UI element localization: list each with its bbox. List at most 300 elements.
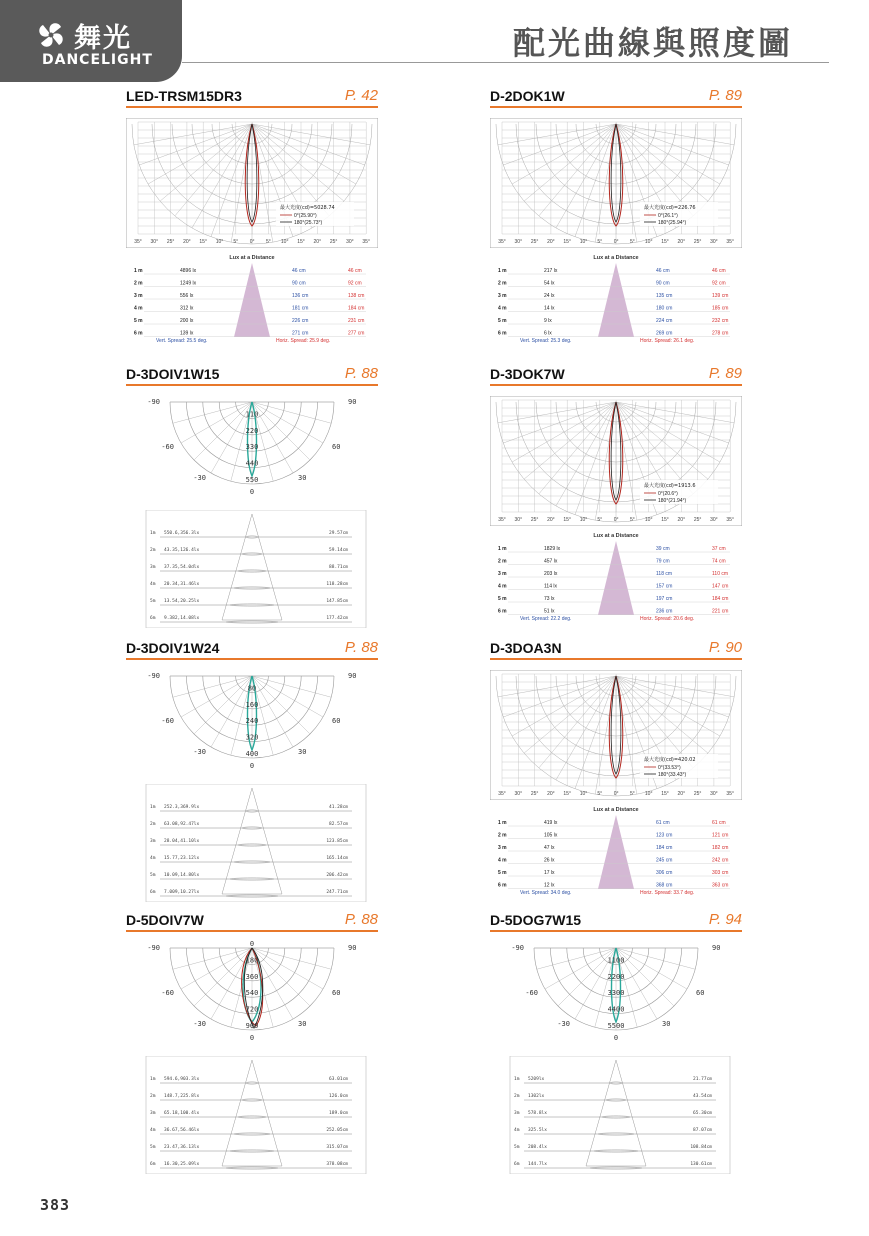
axis-tick-label: 5° <box>597 239 603 245</box>
row-distance: 5 m <box>498 870 507 876</box>
row-lux: 148.7,225.8lx <box>164 1094 200 1099</box>
row-distance: 1m <box>514 1077 520 1082</box>
axis-tick-label: 15° <box>563 239 571 245</box>
chart-legend <box>640 480 718 504</box>
axis-tick-label: 35° <box>498 239 506 245</box>
row-lux: 13.54,20.25lx <box>164 599 200 604</box>
row-diameter: 118.28cm <box>326 582 348 587</box>
lux-distance-table <box>490 253 742 343</box>
row-diameter-horiz: 303 cm <box>712 870 729 876</box>
axis-tick-label: 10° <box>215 239 224 245</box>
lux-title: Lux at a Distance <box>593 533 639 539</box>
radial-value-label: 360 <box>245 972 259 981</box>
angle-label: 0 <box>249 940 255 948</box>
row-diameter-vert: 306 cm <box>656 870 673 876</box>
row-distance: 1m <box>150 805 156 810</box>
angle-label: -30 <box>193 474 206 482</box>
radial-value-label: 320 <box>245 733 259 742</box>
illuminance-table <box>126 1056 378 1174</box>
row-distance: 4m <box>150 856 156 861</box>
angle-label: 0 <box>249 1034 255 1042</box>
vert-spread: Vert. Spread: 34.0 deg. <box>520 890 572 895</box>
row-diameter: 108.84cm <box>690 1145 712 1150</box>
model-name: LED-TRSM15DR3 <box>126 88 242 104</box>
row-distance: 2 m <box>134 280 143 287</box>
row-diameter-vert: 79 cm <box>656 558 670 565</box>
angle-label: -60 <box>161 989 174 997</box>
axis-tick-label: 5° <box>630 239 635 245</box>
fixture-panel <box>490 911 742 1167</box>
row-diameter: 126.0cm <box>329 1094 348 1099</box>
illuminance-table <box>126 510 378 628</box>
page-title: 配光曲線與照度圖 <box>512 24 793 62</box>
row-diameter-horiz: 138 cm <box>348 293 365 299</box>
model-name: D-3DOIV1W24 <box>126 640 220 656</box>
row-diameter-horiz: 278 cm <box>712 330 729 337</box>
row-distance: 4 m <box>498 583 507 590</box>
angle-label: 60 <box>332 989 341 997</box>
axis-tick-label: 10° <box>280 239 289 245</box>
model-name: D-3DOA3N <box>490 640 562 656</box>
row-diameter-vert: 46 cm <box>292 268 306 274</box>
row-diameter: 59.14cm <box>329 548 348 553</box>
lux-distance-table <box>490 805 742 895</box>
axis-tick-label: 0° <box>613 517 619 523</box>
vert-spread: Vert. Spread: 22.2 deg. <box>520 616 572 621</box>
chart-legend <box>640 202 718 226</box>
row-lux: 139 lx <box>180 330 194 337</box>
row-lux: 26 lx <box>544 857 555 864</box>
model-name: D-3DOIV1W15 <box>126 366 220 382</box>
model-name: D-3DOK7W <box>490 366 565 382</box>
axis-tick-label: 20° <box>677 517 686 523</box>
row-lux: 15.77,23.12lx <box>164 856 200 861</box>
axis-tick-label: 0° <box>613 239 619 245</box>
angle-label: -30 <box>193 748 206 756</box>
angle-label: 90 <box>348 944 357 952</box>
axis-tick-label: 20° <box>183 239 191 245</box>
row-lux: 9.382,14.08lx <box>164 616 200 621</box>
axis-tick-label: 15° <box>297 239 305 245</box>
polar-candela-chart <box>490 938 742 1050</box>
row-lux: 200 lx <box>180 318 194 324</box>
row-lux: 36.67,56.46lx <box>164 1128 200 1133</box>
row-distance: 4m <box>150 1128 156 1133</box>
row-distance: 6 m <box>498 882 507 889</box>
axis-tick-label: 30° <box>514 791 523 797</box>
panel-header <box>490 640 742 660</box>
angle-label: 90 <box>348 398 357 406</box>
model-name: D-5DOIV7W <box>126 912 204 928</box>
axis-tick-label: 25° <box>693 517 702 523</box>
row-lux: 43.35,126.4lx <box>164 548 200 553</box>
angle-label: 60 <box>332 717 341 725</box>
row-diameter: 65.30cm <box>693 1111 712 1116</box>
axis-tick-label: 10° <box>644 239 653 245</box>
row-diameter-vert: 226 cm <box>292 318 309 324</box>
row-lux: 252.3,369.9lx <box>164 805 200 810</box>
angle-label: 30 <box>298 474 307 482</box>
svg-text:180°(25.94°): 180°(25.94°) <box>658 220 687 226</box>
row-diameter: 43.54cm <box>693 1094 712 1099</box>
row-lux: 20.34,31.46lx <box>164 582 200 587</box>
axis-tick-label: 15° <box>661 791 669 797</box>
axis-tick-label: 5° <box>233 239 239 245</box>
radial-value-label: 160 <box>245 700 259 709</box>
row-diameter-vert: 224 cm <box>656 318 673 324</box>
axis-tick-label: 25° <box>166 239 175 245</box>
page-reference: P. 89 <box>708 365 742 382</box>
row-lux: 105 lx <box>544 832 558 839</box>
svg-text:最大光度(cd)=226.76: 最大光度(cd)=226.76 <box>644 205 696 211</box>
radial-value-label: 540 <box>245 989 259 998</box>
row-distance: 1 m <box>498 268 507 274</box>
row-diameter-horiz: 121 cm <box>712 832 729 839</box>
row-lux: 17 lx <box>544 870 555 876</box>
vert-spread: Vert. Spread: 25.3 deg. <box>520 338 572 343</box>
row-diameter: 88.71cm <box>329 565 348 570</box>
panel-header <box>490 88 742 108</box>
row-distance: 3 m <box>134 293 143 299</box>
row-lux: 203 lx <box>544 571 558 577</box>
axis-tick-label: 20° <box>547 791 555 797</box>
row-lux: 208.4lx <box>528 1145 547 1150</box>
axis-tick-label: 25° <box>693 791 702 797</box>
lux-title: Lux at a Distance <box>593 255 639 261</box>
row-diameter-vert: 184 cm <box>656 845 673 851</box>
axis-tick-label: 35° <box>498 517 506 523</box>
fixture-panel <box>126 911 378 1167</box>
page-reference: P. 94 <box>708 911 742 928</box>
row-lux: 556 lx <box>180 293 194 299</box>
row-distance: 4 m <box>134 305 143 312</box>
row-distance: 5m <box>514 1145 520 1150</box>
radial-value-label: 900 <box>245 1022 259 1030</box>
row-diameter-vert: 271 cm <box>292 330 309 337</box>
row-diameter-vert: 269 cm <box>656 330 673 337</box>
polar-candela-chart <box>126 938 378 1050</box>
page-reference: P. 88 <box>344 639 378 656</box>
row-lux: 16.30,25.09lx <box>164 1162 200 1167</box>
row-diameter-horiz: 92 cm <box>348 280 362 287</box>
axis-tick-label: 5° <box>630 791 635 797</box>
horiz-spread: Horiz. Spread: 33.7 deg. <box>640 890 695 895</box>
axis-tick-label: 15° <box>199 239 207 245</box>
row-diameter-horiz: 46 cm <box>712 268 726 274</box>
row-distance: 6 m <box>498 608 507 615</box>
panel-header <box>126 912 378 932</box>
row-lux: 1829 lx <box>544 546 561 552</box>
axis-tick-label: 0° <box>613 791 619 797</box>
angle-label: -90 <box>147 398 160 406</box>
row-distance: 2m <box>514 1094 520 1099</box>
row-lux: 217 lx <box>544 268 558 274</box>
row-lux: 457 lx <box>544 558 558 565</box>
row-distance: 4 m <box>498 305 507 312</box>
row-lux: 114 lx <box>544 583 557 590</box>
panel-header <box>126 640 378 660</box>
row-diameter-horiz: 184 cm <box>712 596 729 602</box>
lux-distance-table <box>126 253 378 343</box>
axis-tick-label: 20° <box>677 791 686 797</box>
row-diameter: 165.14cm <box>326 856 348 861</box>
radial-value-label: 550 <box>245 476 259 484</box>
axis-tick-label: 25° <box>329 239 338 245</box>
axis-tick-label: 5° <box>630 517 635 523</box>
axis-tick-label: 15° <box>661 239 669 245</box>
model-name: D-2DOK1W <box>490 88 565 104</box>
page-reference: P. 42 <box>344 87 378 104</box>
brand-name-en: DANCELIGHT <box>42 52 153 68</box>
axis-tick-label: 35° <box>726 239 734 245</box>
axis-tick-label: 35° <box>726 791 734 797</box>
axis-tick-label: 20° <box>547 239 555 245</box>
row-diameter-vert: 136 cm <box>292 293 309 299</box>
row-lux: 51 lx <box>544 608 555 615</box>
candela-grid-chart <box>490 118 742 248</box>
row-distance: 4m <box>150 582 156 587</box>
row-diameter: 21.77cm <box>693 1077 712 1082</box>
row-lux: 4896 lx <box>180 268 197 274</box>
row-diameter-vert: 197 cm <box>656 596 673 602</box>
row-diameter: 378.08cm <box>326 1162 348 1167</box>
axis-tick-label: 10° <box>579 791 588 797</box>
page-reference: P. 88 <box>344 365 378 382</box>
panel-header <box>490 366 742 386</box>
row-distance: 6 m <box>134 330 143 337</box>
radial-value-label: 5500 <box>607 1022 625 1030</box>
brand-name-cn: 舞光 <box>74 23 132 54</box>
axis-tick-label: 20° <box>547 517 555 523</box>
polar-candela-chart <box>126 392 378 504</box>
row-lux: 5209lx <box>528 1077 545 1082</box>
row-lux: 23.47,36.13lx <box>164 1145 200 1150</box>
row-diameter-vert: 157 cm <box>656 583 673 590</box>
axis-tick-label: 30° <box>710 791 718 797</box>
illuminance-table <box>490 1056 742 1174</box>
row-diameter-horiz: 61 cm <box>712 820 726 826</box>
angle-label: -90 <box>147 944 160 952</box>
row-diameter-horiz: 232 cm <box>712 318 729 324</box>
row-diameter-horiz: 221 cm <box>712 608 729 615</box>
row-diameter: 147.85cm <box>326 599 348 604</box>
row-distance: 6 m <box>498 330 507 337</box>
angle-label: 0 <box>249 762 255 770</box>
axis-tick-label: 35° <box>726 517 734 523</box>
chart-legend <box>276 202 354 226</box>
row-distance: 2m <box>150 1094 156 1099</box>
row-lux: 10.09,14.80lx <box>164 873 200 878</box>
row-diameter: 130.61cm <box>690 1162 712 1167</box>
row-diameter: 189.0cm <box>329 1111 348 1116</box>
row-lux: 419 lx <box>544 820 558 826</box>
svg-text:0°(26.1°): 0°(26.1°) <box>658 213 678 219</box>
candela-grid-chart <box>490 396 742 526</box>
row-distance: 3 m <box>498 293 507 299</box>
axis-tick-label: 5° <box>597 791 603 797</box>
horiz-spread: Horiz. Spread: 20.6 deg. <box>640 616 695 621</box>
panel-header <box>126 366 378 386</box>
row-lux: 1249 lx <box>180 280 197 287</box>
row-lux: 7.009,10.27lx <box>164 890 200 895</box>
horiz-spread: Horiz. Spread: 25.9 deg. <box>276 338 331 343</box>
axis-tick-label: 35° <box>134 239 142 245</box>
angle-label: 0 <box>249 488 255 496</box>
row-diameter-vert: 368 cm <box>656 882 673 889</box>
row-diameter-vert: 61 cm <box>656 820 670 826</box>
axis-tick-label: 25° <box>693 239 702 245</box>
row-diameter-vert: 123 cm <box>656 832 673 839</box>
illuminance-table <box>126 784 378 902</box>
page-number: 383 <box>40 1196 71 1214</box>
radial-value-label: 110 <box>245 410 259 419</box>
axis-tick-label: 10° <box>579 517 588 523</box>
row-lux: 325.5lx <box>528 1128 547 1133</box>
fixture-panel <box>490 365 742 621</box>
row-diameter: 123.85cm <box>326 839 348 844</box>
axis-tick-label: 20° <box>313 239 322 245</box>
row-lux: 1302lx <box>528 1094 545 1099</box>
brand-logo-block <box>0 0 182 82</box>
axis-tick-label: 35° <box>362 239 370 245</box>
radial-value-label: 720 <box>245 1005 259 1014</box>
angle-label: -60 <box>161 443 174 451</box>
row-diameter-vert: 236 cm <box>656 608 673 615</box>
row-diameter-horiz: 74 cm <box>712 558 726 565</box>
lux-distance-table <box>490 531 742 621</box>
row-diameter-vert: 245 cm <box>656 857 673 864</box>
axis-tick-label: 25° <box>530 791 539 797</box>
svg-text:最大光度(cd)=1913.6: 最大光度(cd)=1913.6 <box>644 483 696 489</box>
row-distance: 2 m <box>498 832 507 839</box>
row-distance: 4 m <box>498 857 507 864</box>
row-distance: 1m <box>150 1077 156 1082</box>
horiz-spread: Horiz. Spread: 26.1 deg. <box>640 338 695 343</box>
axis-tick-label: 30° <box>346 239 354 245</box>
lux-title: Lux at a Distance <box>593 807 639 813</box>
row-distance: 6m <box>514 1162 520 1167</box>
row-lux: 12 lx <box>544 882 555 889</box>
axis-tick-label: 10° <box>644 791 653 797</box>
row-distance: 6m <box>150 890 156 895</box>
row-distance: 3m <box>514 1111 520 1116</box>
polar-candela-chart <box>126 666 378 778</box>
row-diameter: 247.71cm <box>326 890 348 895</box>
fixture-panel <box>490 639 742 895</box>
row-diameter-vert: 118 cm <box>656 571 673 577</box>
row-distance: 2m <box>150 548 156 553</box>
svg-text:0°(25.90°): 0°(25.90°) <box>294 213 317 219</box>
axis-tick-label: 15° <box>563 517 571 523</box>
row-lux: 9 lx <box>544 318 552 324</box>
row-distance: 3 m <box>498 571 507 577</box>
axis-tick-label: 30° <box>150 239 159 245</box>
angle-label: -60 <box>161 717 174 725</box>
radial-value-label: 3300 <box>607 989 625 998</box>
svg-text:0°(20.6°): 0°(20.6°) <box>658 491 678 497</box>
fan-logo-icon <box>34 18 68 52</box>
row-lux: 54 lx <box>544 280 555 287</box>
axis-tick-label: 30° <box>514 517 523 523</box>
axis-tick-label: 5° <box>597 517 603 523</box>
axis-tick-label: 10° <box>644 517 653 523</box>
angle-label: -90 <box>147 672 160 680</box>
row-distance: 6m <box>150 1162 156 1167</box>
row-distance: 5 m <box>134 318 143 324</box>
axis-tick-label: 5° <box>266 239 271 245</box>
axis-tick-label: 20° <box>677 239 686 245</box>
row-distance: 5m <box>150 599 156 604</box>
row-distance: 2 m <box>498 558 507 565</box>
axis-tick-label: 25° <box>530 517 539 523</box>
row-diameter-horiz: 92 cm <box>712 280 726 287</box>
angle-label: 0 <box>613 1034 619 1042</box>
row-diameter-horiz: 184 cm <box>348 305 365 312</box>
axis-tick-label: 0° <box>249 239 255 245</box>
svg-text:最大光度(cd)=5028.74: 最大光度(cd)=5028.74 <box>280 205 335 211</box>
vert-spread: Vert. Spread: 25.5 deg. <box>156 338 208 343</box>
row-distance: 5 m <box>498 318 507 324</box>
row-diameter-horiz: 277 cm <box>348 330 365 337</box>
row-diameter-horiz: 37 cm <box>712 546 726 552</box>
angle-label: 90 <box>712 944 721 952</box>
row-diameter-horiz: 110 cm <box>712 571 729 577</box>
page-reference: P. 90 <box>708 639 742 656</box>
row-diameter: 177.42cm <box>326 616 348 621</box>
radial-value-label: 440 <box>245 459 259 468</box>
row-lux: 6 lx <box>544 330 552 337</box>
row-diameter: 82.57cm <box>329 822 348 827</box>
fixture-panel <box>126 365 378 621</box>
row-diameter: 206.42cm <box>326 873 348 878</box>
svg-text:0°(33.53°): 0°(33.53°) <box>658 765 681 771</box>
angle-label: -30 <box>557 1020 570 1028</box>
row-diameter-horiz: 46 cm <box>348 268 362 274</box>
radial-value-label: 2200 <box>607 972 625 981</box>
angle-label: -30 <box>193 1020 206 1028</box>
row-diameter-vert: 90 cm <box>292 280 306 287</box>
header-divider <box>182 62 829 63</box>
axis-tick-label: 15° <box>563 791 571 797</box>
row-diameter-horiz: 185 cm <box>712 305 729 312</box>
row-distance: 1 m <box>498 820 507 826</box>
row-diameter: 252.05cm <box>326 1128 348 1133</box>
row-lux: 550.6,356.3lx <box>164 531 200 536</box>
fixture-panel <box>126 87 378 343</box>
row-diameter-horiz: 139 cm <box>712 293 729 299</box>
row-diameter: 41.28cm <box>329 805 348 810</box>
row-diameter-vert: 180 cm <box>656 305 673 312</box>
axis-tick-label: 30° <box>710 517 718 523</box>
angle-label: 60 <box>696 989 705 997</box>
radial-value-label: 80 <box>247 684 257 693</box>
angle-label: 30 <box>298 748 307 756</box>
axis-tick-label: 25° <box>530 239 539 245</box>
axis-tick-label: 10° <box>579 239 588 245</box>
row-lux: 47 lx <box>544 845 555 851</box>
row-lux: 144.7lx <box>528 1162 547 1167</box>
row-distance: 3m <box>150 1111 156 1116</box>
row-distance: 5m <box>150 873 156 878</box>
svg-text:180°(21.94°): 180°(21.94°) <box>658 498 687 504</box>
radial-value-label: 220 <box>245 426 259 435</box>
row-diameter: 63.01cm <box>329 1077 348 1082</box>
row-diameter: 29.57cm <box>329 531 348 536</box>
row-diameter: 87.07cm <box>693 1128 712 1133</box>
fixture-panel <box>126 639 378 895</box>
angle-label: -60 <box>525 989 538 997</box>
row-distance: 3m <box>150 565 156 570</box>
